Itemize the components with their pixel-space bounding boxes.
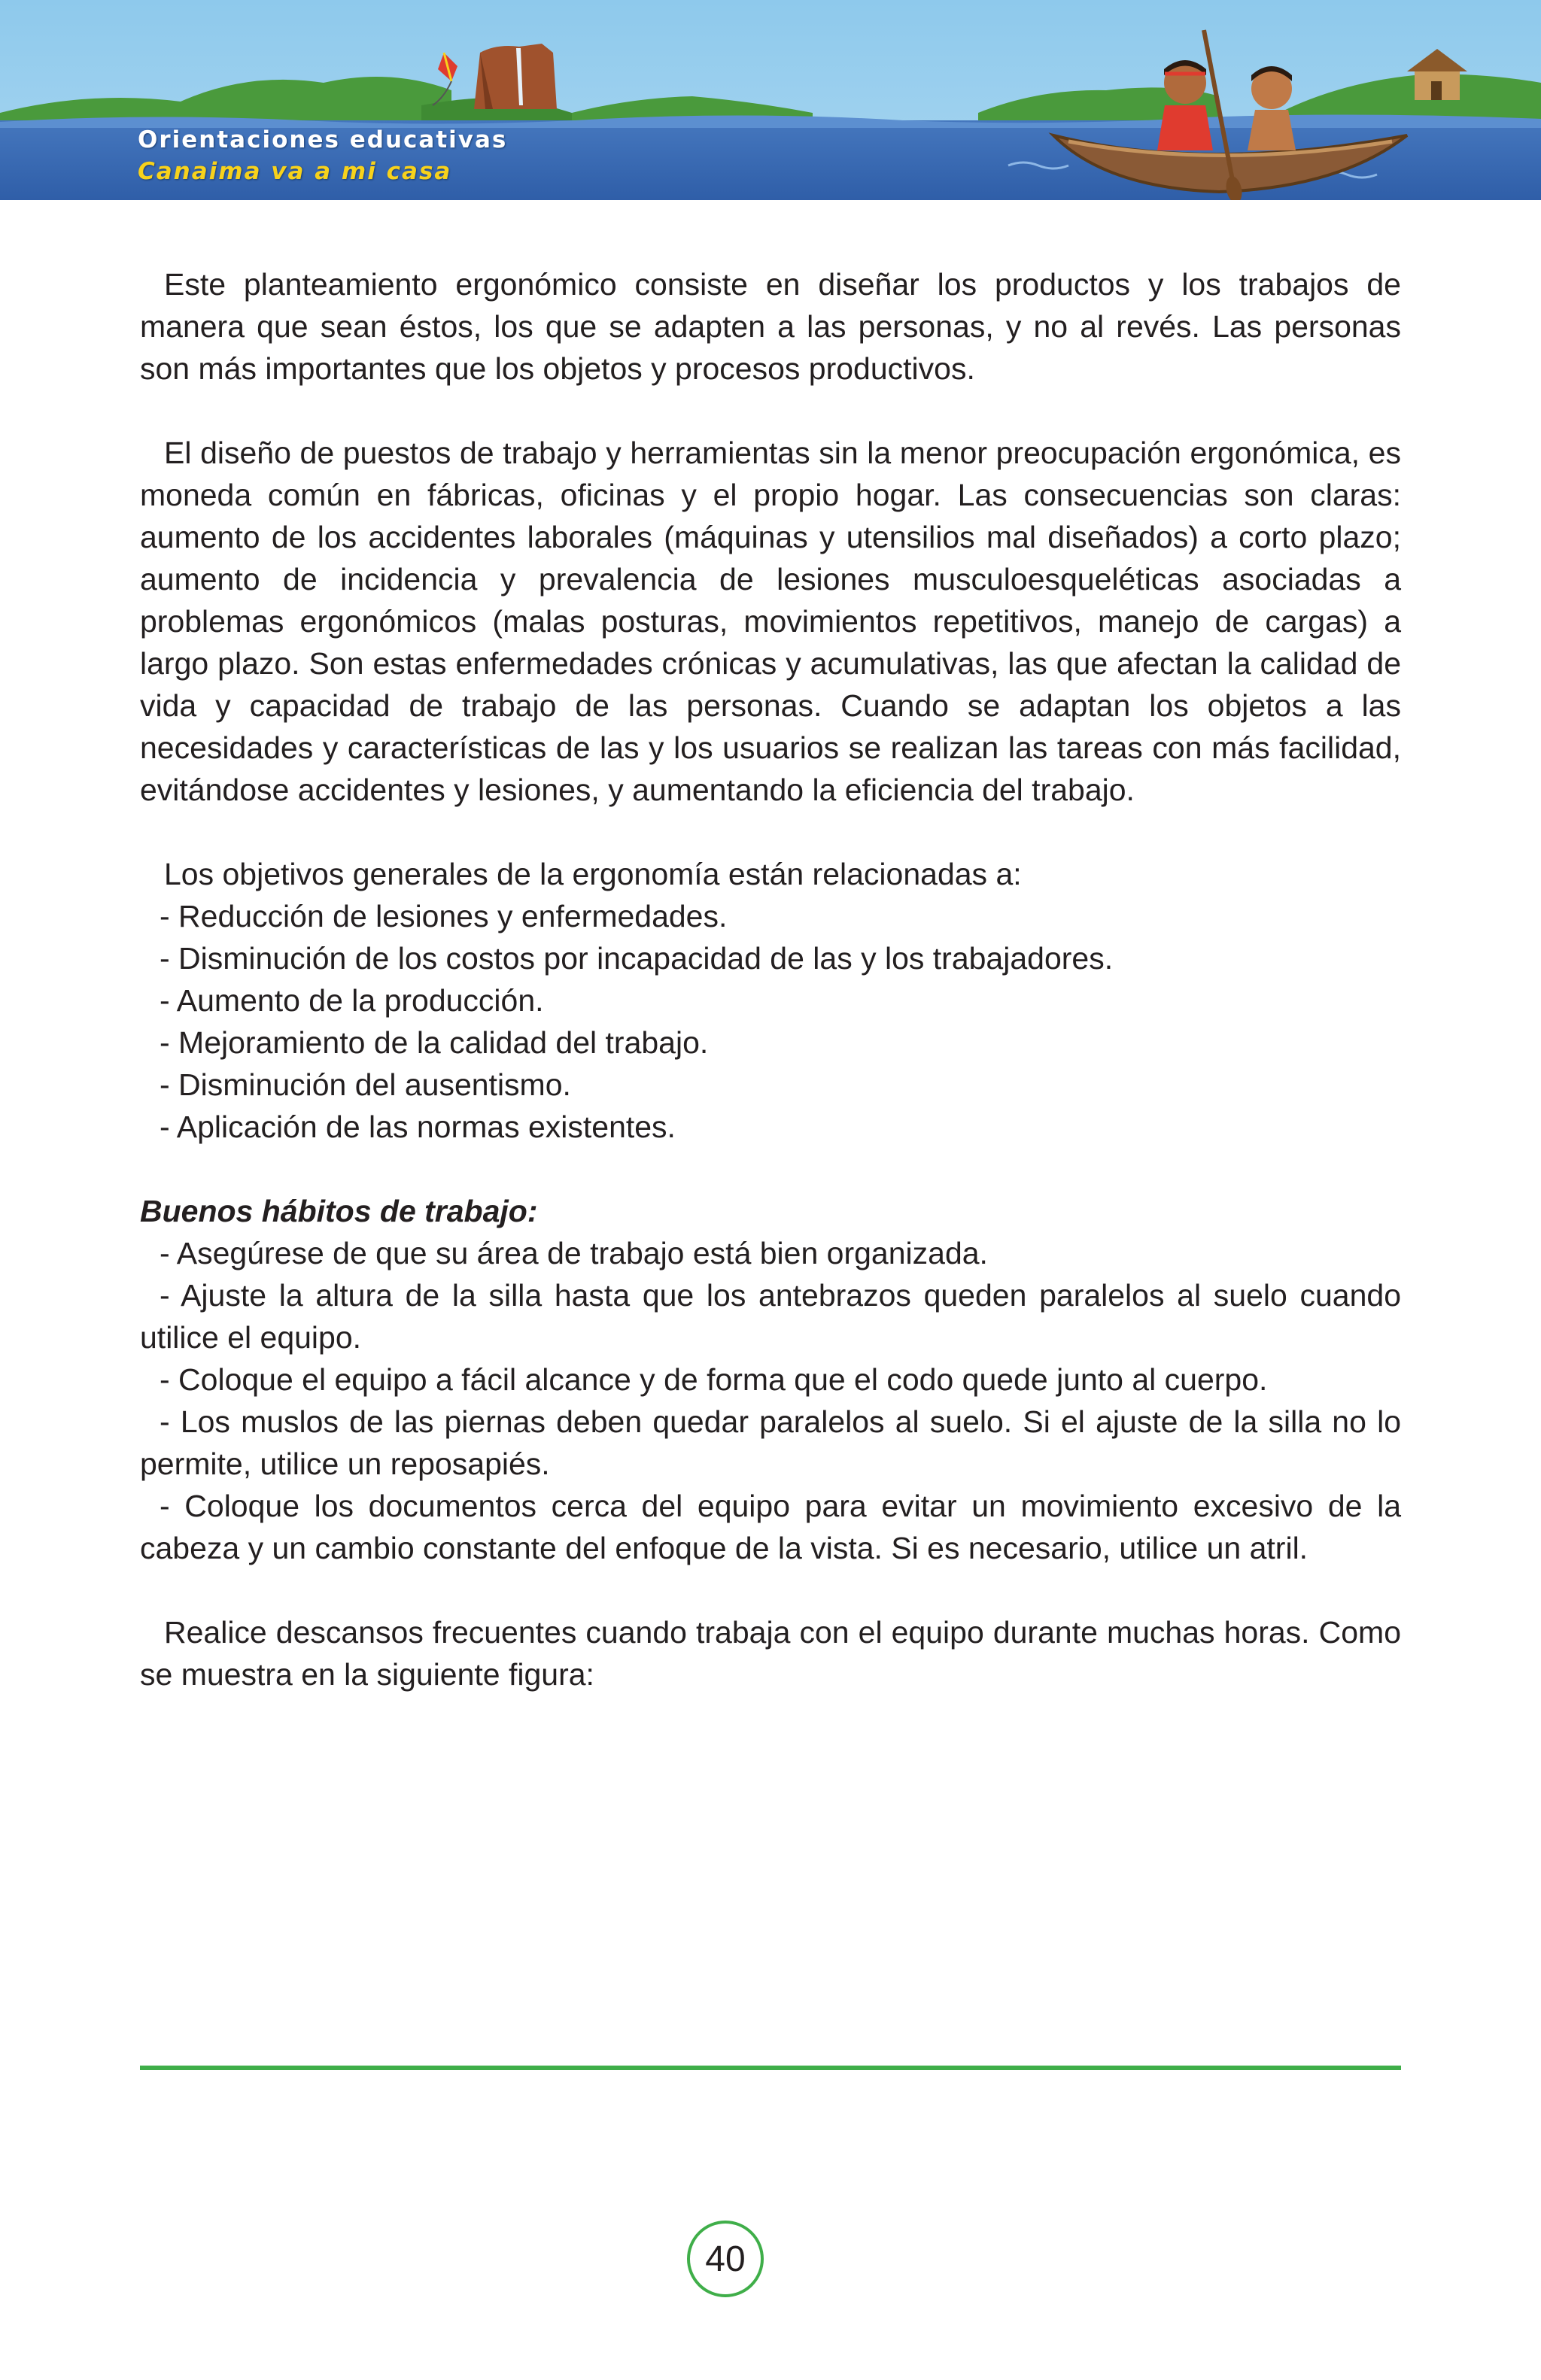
work-habits-section xyxy=(140,1190,1401,1569)
paragraph-workstation-design: El diseño de puestos de trabajo y herramientas sin la menor preocupación ergonómica, es moneda común en fábricas, oficinas y el propio hogar. Las consecuencias son claras: aumento de los accidentes laborales (máquinas y utensilios mal diseñados) a corto plazo; aumento de incidencia y prevalencia de lesiones musculoesqueléticas asociadas a problemas ergonómicos (malas posturas, movimientos repetitivos, manejo de cargas) a largo plazo. Son estas enfermedades crónicas y acumulativas, las que afectan la calidad de vida y capacidad de trabajo de las personas. Cuando se adaptan los objetos a las necesidades y características de las y los usuarios se realizan las tareas con más facilidad, evitándose accidentes y lesiones, y aumentando la eficiencia del trabajo. xyxy=(140,436,1401,807)
header-subtitle: Canaima va a mi casa xyxy=(138,158,452,185)
page-content xyxy=(140,263,1401,1695)
list-item: - Disminución del ausentismo. xyxy=(160,1067,571,1102)
paragraph-ergonomic-approach: Este planteamiento ergonómico consiste en diseñar los productos y los trabajos de manera que sean éstos, los que se adapten a las personas, y no al revés. Las personas son más importantes que los objetos y procesos productivos. xyxy=(140,267,1401,386)
list-item: - Mejoramiento de la calidad del trabajo. xyxy=(160,1025,709,1060)
paragraph-breaks: Realice descansos frecuentes cuando trabaja con el equipo durante muchas horas. Como se muestra en la siguiente figura: xyxy=(140,1615,1401,1692)
section-title: Buenos hábitos de trabajo: xyxy=(140,1194,538,1228)
list-item: - Coloque el equipo a fácil alcance y de forma que el codo quede junto al cuerpo. xyxy=(160,1362,1268,1397)
list-item: - Reducción de lesiones y enfermedades. xyxy=(160,899,728,933)
list-item: - Aumento de la producción. xyxy=(160,983,544,1018)
footer-divider xyxy=(140,2066,1401,2070)
list-item: - Coloque los documentos cerca del equipo para evitar un movimiento excesivo de la cabeza y un cambio constante del enfoque de la vista. Si es necesario, utilice un atril. xyxy=(140,1489,1401,1565)
header-banner xyxy=(0,0,1541,200)
list-item: - Aplicación de las normas existentes. xyxy=(160,1110,676,1144)
child-body xyxy=(1157,105,1213,150)
page-number: 40 xyxy=(687,2221,764,2297)
list-item: - Asegúrese de que su área de trabajo está bien organizada. xyxy=(160,1236,988,1270)
list-item: - Los muslos de las piernas deben quedar paralelos al suelo. Si el ajuste de la silla no lo permite, utilice un reposapiés. xyxy=(140,1404,1401,1481)
list-item: - Disminución de los costos por incapacidad de las y los trabajadores. xyxy=(160,941,1114,976)
header-title: Orientaciones educativas xyxy=(138,126,508,153)
child-body xyxy=(1248,110,1296,150)
objectives-intro: Los objetivos generales de la ergonomía están relacionadas a: xyxy=(164,857,1022,891)
list-item: - Ajuste la altura de la silla hasta que los antebrazos queden paralelos al suelo cuando utilice el equipo. xyxy=(140,1278,1401,1355)
objectives-list xyxy=(140,853,1401,1148)
